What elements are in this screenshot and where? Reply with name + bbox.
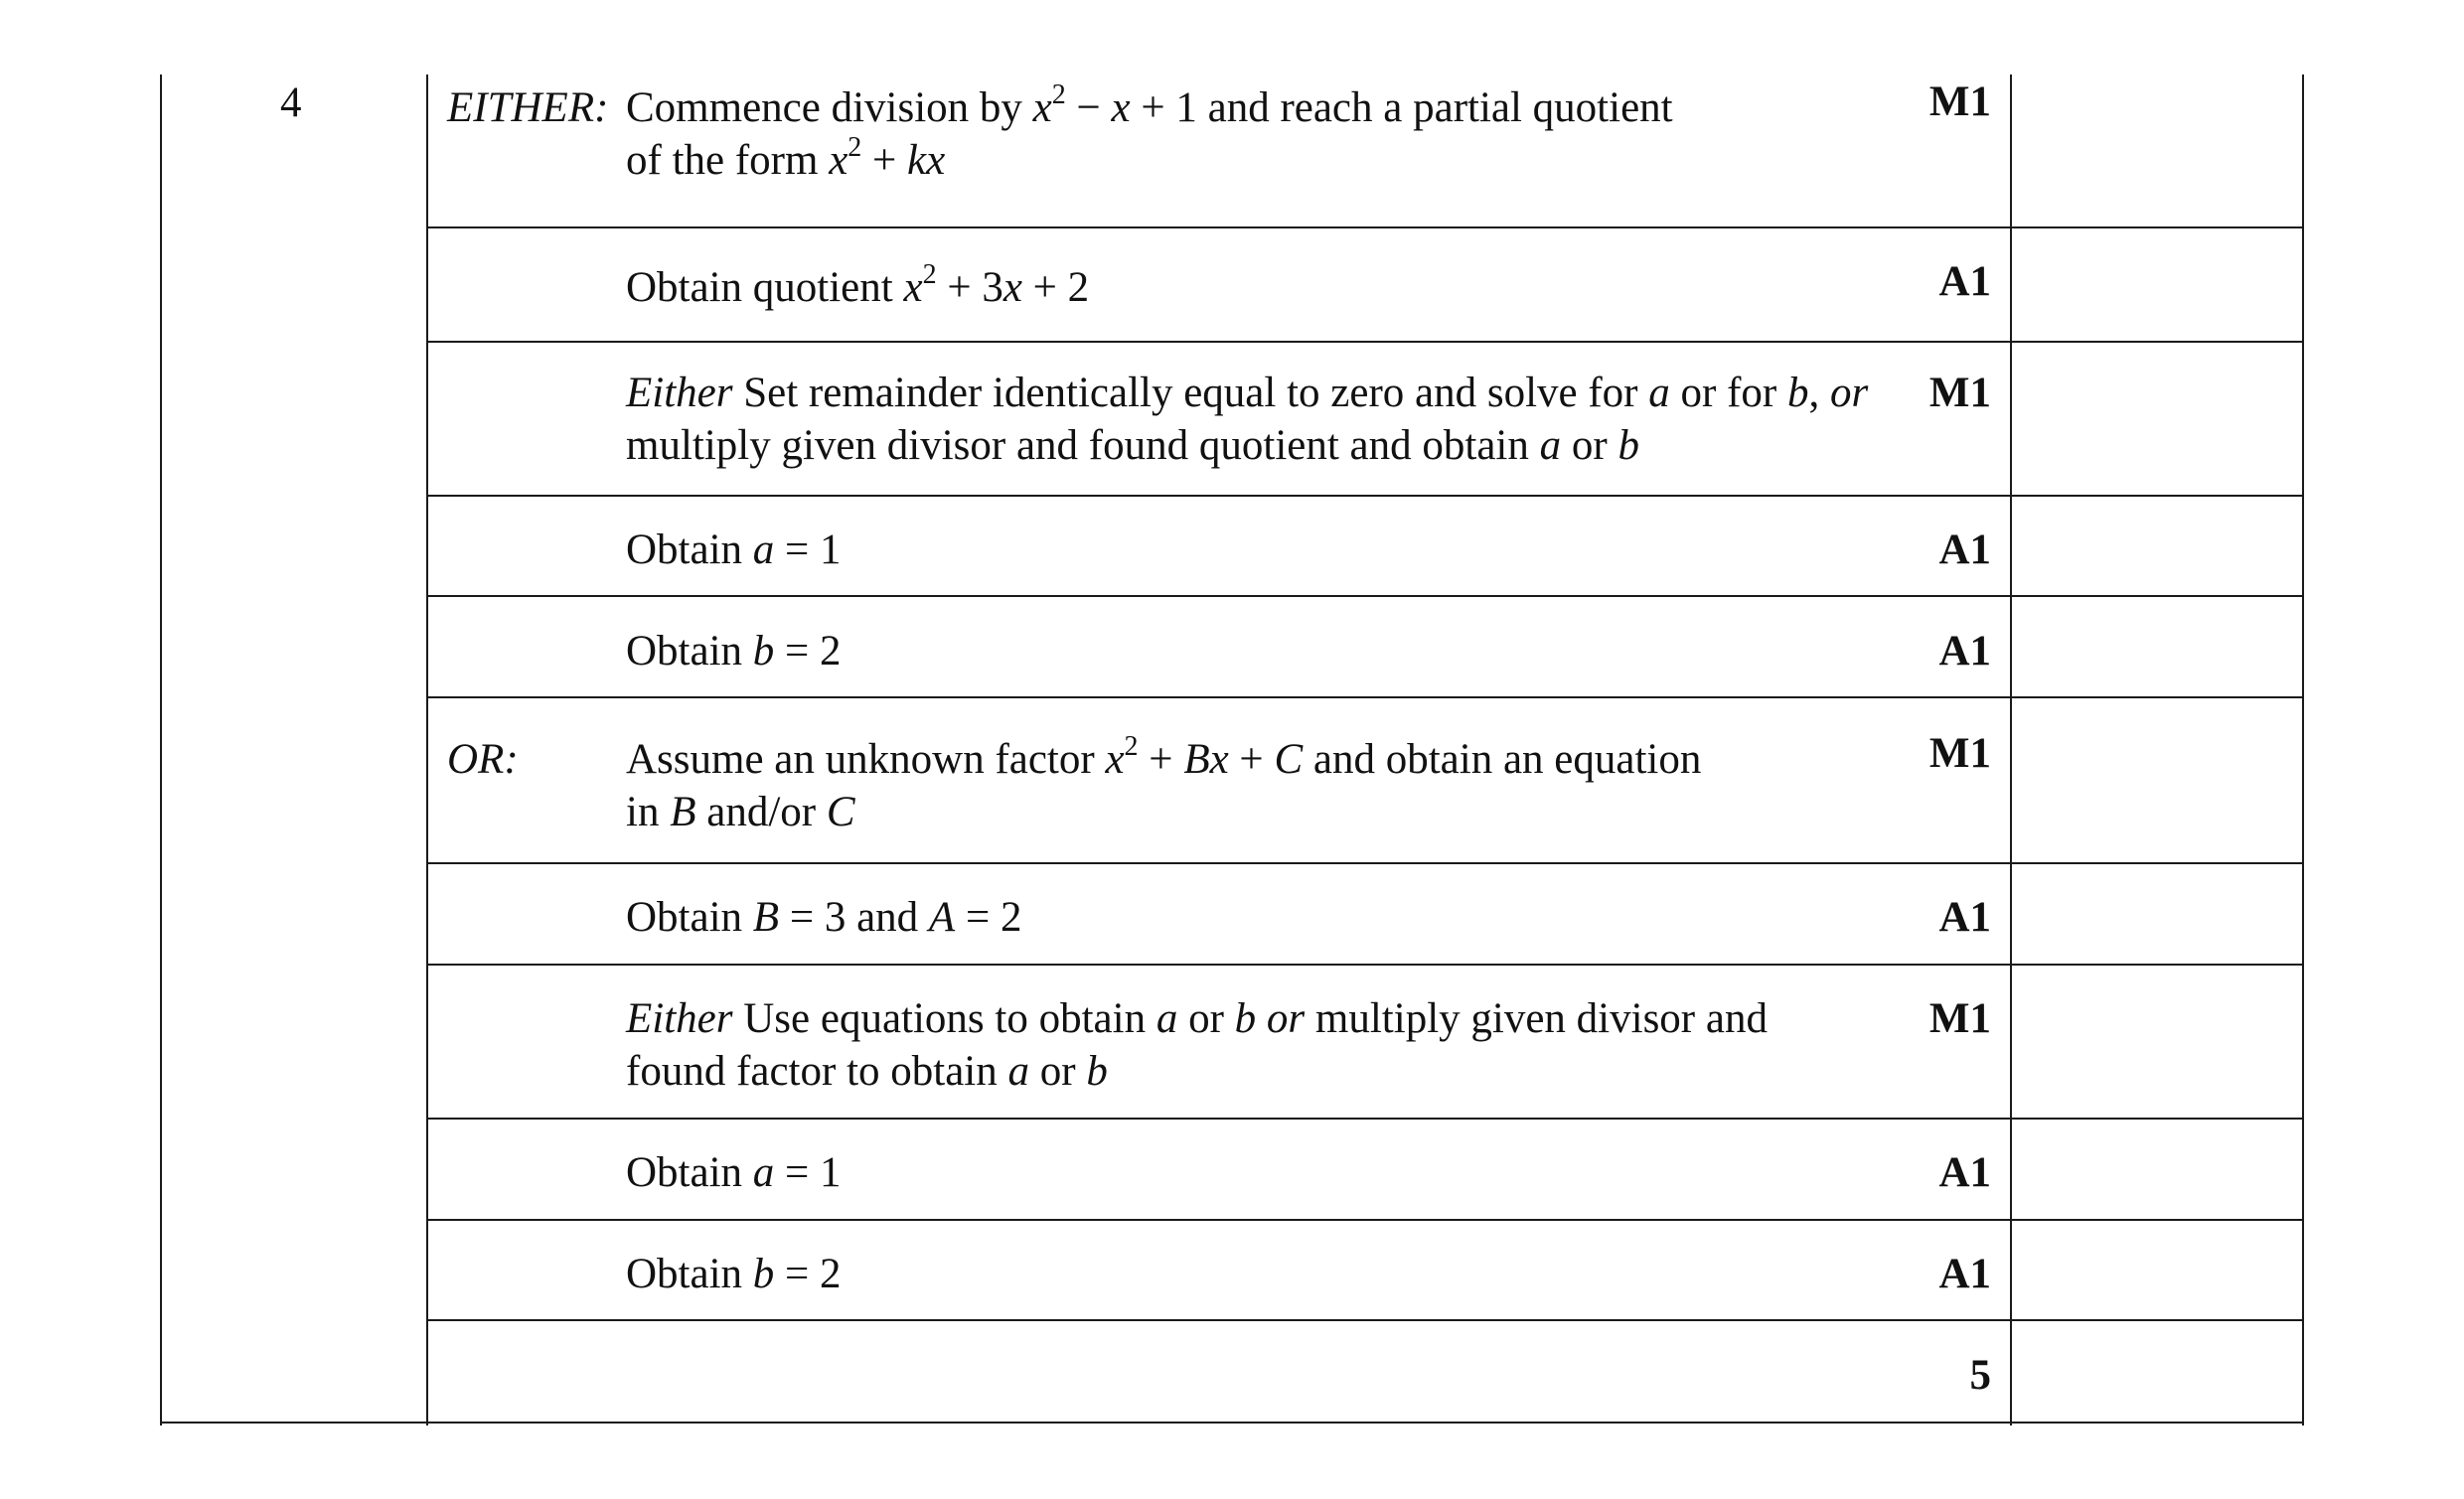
text-run: x	[1105, 736, 1125, 783]
text-run: or	[1177, 995, 1235, 1042]
scheme-text	[626, 1248, 842, 1300]
text-run: a	[752, 1149, 775, 1196]
superscript: 2	[1051, 79, 1066, 110]
text-run: or	[1561, 422, 1618, 469]
text-run: a	[1007, 1048, 1030, 1095]
mark-award: M1	[1928, 78, 1991, 125]
text-run: a	[752, 526, 775, 573]
text-run: a	[1648, 370, 1670, 416]
total-marks: 5	[1969, 1352, 1991, 1399]
text-run: = 1	[774, 1149, 842, 1196]
superscript: 2	[847, 132, 862, 163]
scheme-text-line	[626, 625, 842, 677]
text-run: Either	[626, 995, 733, 1042]
scheme-text-line	[626, 1146, 842, 1199]
scheme-text-line	[626, 81, 1673, 134]
text-run: or	[1829, 370, 1869, 416]
superscript: 2	[1124, 731, 1139, 762]
text-run: b	[1086, 1048, 1108, 1095]
scheme-text-line	[626, 891, 1021, 944]
text-run: Assume an unknown factor	[626, 736, 1106, 783]
method-label: OR:	[447, 736, 519, 783]
scheme-text	[626, 891, 1021, 944]
text-run: + 1 and reach a partial quotient	[1130, 84, 1673, 131]
scheme-text-line	[626, 134, 1673, 187]
mark-award: A1	[1938, 258, 1991, 305]
text-run: Obtain quotient	[626, 264, 904, 311]
text-run: B	[670, 789, 696, 835]
row-separator	[426, 964, 2304, 966]
scheme-text-line	[626, 786, 1701, 838]
scheme-text	[626, 1146, 842, 1199]
scheme-text	[626, 524, 842, 576]
text-run: of the form	[626, 137, 830, 184]
scheme-text	[626, 733, 1701, 838]
text-run: Obtain	[626, 1251, 753, 1297]
scheme-text	[626, 992, 1768, 1098]
text-run: or for	[1669, 370, 1787, 416]
text-run: +	[861, 137, 908, 184]
superscript: 2	[922, 259, 937, 290]
mark-award: A1	[1938, 526, 1991, 573]
mark-award: A1	[1938, 628, 1991, 675]
scheme-text	[626, 367, 1868, 472]
table-left-border	[160, 75, 162, 1425]
text-run: x	[829, 137, 848, 184]
mark-award: M1	[1928, 370, 1991, 416]
text-run: a	[1155, 995, 1178, 1042]
text-run: b	[752, 628, 775, 675]
text-run: Either	[626, 370, 733, 416]
text-run: x	[1002, 264, 1022, 311]
mark-award: M1	[1928, 730, 1991, 777]
row-separator	[426, 1118, 2304, 1120]
text-run: Obtain	[626, 526, 753, 573]
mark-award: A1	[1938, 894, 1991, 941]
mark-award: A1	[1938, 1251, 1991, 1297]
text-run: b	[752, 1251, 775, 1297]
text-run: −	[1065, 84, 1112, 131]
text-run: = 3 and	[779, 894, 929, 941]
text-run: = 2	[774, 1251, 842, 1297]
row-separator	[426, 696, 2304, 698]
row-separator	[426, 862, 2304, 864]
text-run: or	[1266, 995, 1306, 1042]
question-number: 4	[280, 79, 302, 126]
text-run: = 2	[774, 628, 842, 675]
text-run: kx	[907, 137, 946, 184]
text-run: + 3	[936, 264, 1003, 311]
row-separator	[426, 226, 2304, 228]
text-run: +	[1138, 736, 1184, 783]
text-run: Commence division by	[626, 84, 1033, 131]
marks-column-divider	[2010, 75, 2012, 1425]
text-run: x	[903, 264, 923, 311]
text-run: Set remainder identically equal to zero and solve for	[732, 370, 1649, 416]
text-run: multiply given divisor and	[1305, 995, 1768, 1042]
row-separator	[426, 341, 2304, 343]
row-separator	[426, 595, 2304, 597]
text-run: C	[826, 789, 855, 835]
text-run	[1256, 995, 1267, 1042]
row-separator	[426, 495, 2304, 497]
text-run: or	[1029, 1048, 1087, 1095]
scheme-text-line	[626, 367, 1868, 419]
scheme-text-line	[626, 261, 1089, 314]
text-run: Obtain	[626, 628, 753, 675]
mark-award: M1	[1928, 995, 1991, 1042]
text-run: C	[1274, 736, 1304, 783]
text-run: and obtain an equation	[1303, 736, 1702, 783]
text-run: a	[1539, 422, 1562, 469]
text-run: Obtain	[626, 1149, 753, 1196]
table-bottom-border	[160, 1422, 2304, 1424]
mark-award: A1	[1938, 1149, 1991, 1196]
text-run: ,	[1808, 370, 1830, 416]
text-run: x	[1032, 84, 1052, 131]
text-run: Obtain	[626, 894, 753, 941]
text-run: A	[928, 894, 956, 941]
scheme-text-line	[626, 1045, 1768, 1098]
text-run: B	[752, 894, 780, 941]
table-right-border	[2302, 75, 2304, 1425]
text-run: +	[1228, 736, 1275, 783]
scheme-text	[626, 625, 842, 677]
scheme-text-line	[626, 733, 1701, 786]
text-run: Bx	[1183, 736, 1229, 783]
text-run: b	[1617, 422, 1639, 469]
text-run: found factor to obtain	[626, 1048, 1008, 1095]
scheme-text-line	[626, 992, 1768, 1045]
text-run: = 1	[774, 526, 842, 573]
method-label: EITHER:	[447, 84, 609, 131]
scheme-text	[626, 81, 1673, 187]
text-run: + 2	[1021, 264, 1090, 311]
text-run: = 2	[955, 894, 1022, 941]
scheme-text-line	[626, 1248, 842, 1300]
text-run: Use equations to obtain	[732, 995, 1156, 1042]
scheme-text	[626, 261, 1089, 314]
text-run: b	[1786, 370, 1809, 416]
row-separator	[426, 1319, 2304, 1321]
row-separator	[426, 1219, 2304, 1221]
text-run: b	[1234, 995, 1257, 1042]
text-run: x	[1111, 84, 1131, 131]
scheme-text-line	[626, 524, 842, 576]
text-run: in	[626, 789, 671, 835]
text-run: and/or	[695, 789, 827, 835]
text-run: multiply given divisor and found quotient and obtain	[626, 422, 1540, 469]
scheme-text-line	[626, 419, 1868, 472]
question-column-divider	[426, 75, 428, 1425]
